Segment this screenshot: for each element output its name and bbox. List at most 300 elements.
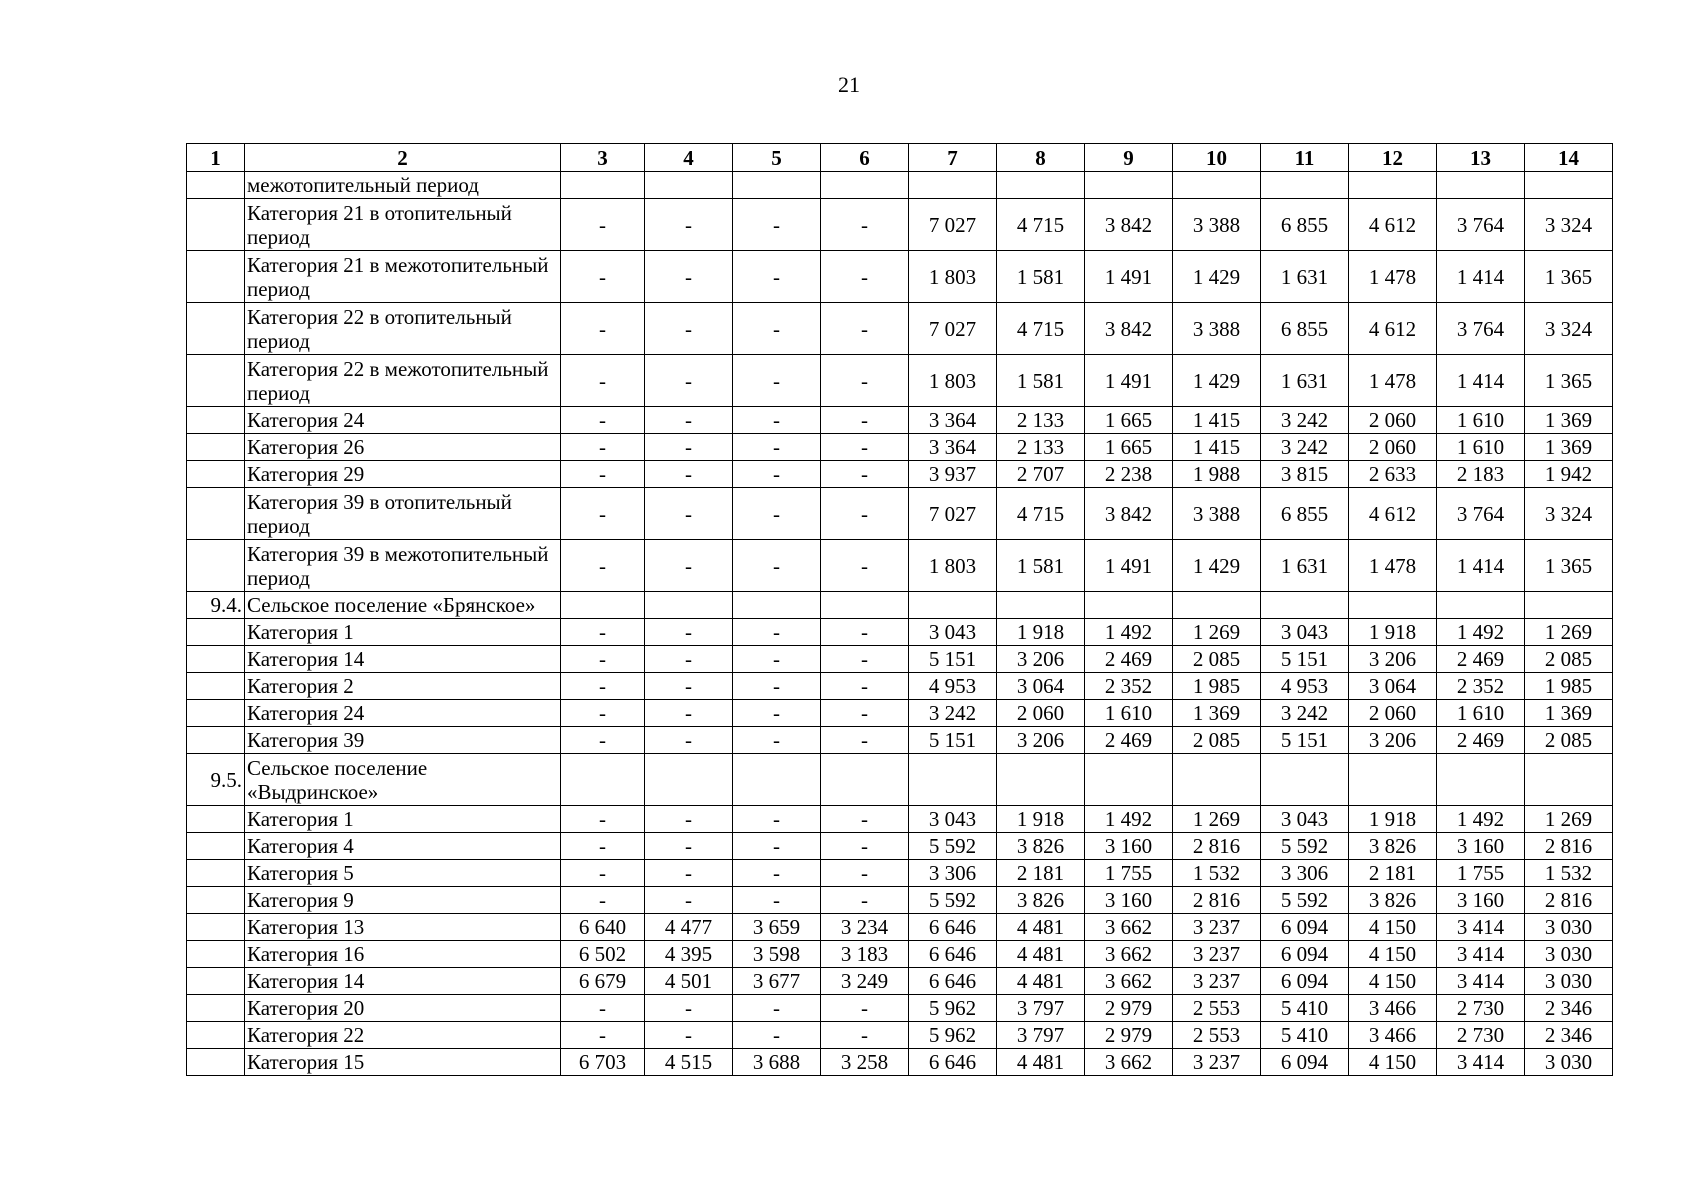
column-header: 8 (997, 144, 1085, 172)
value-cell: 3 242 (909, 700, 997, 727)
value-cell: 7 027 (909, 488, 997, 540)
value-cell: 1 369 (1525, 434, 1613, 461)
row-number (187, 251, 245, 303)
row-number (187, 941, 245, 968)
value-cell: - (821, 833, 909, 860)
value-cell: - (733, 806, 821, 833)
value-cell: 2 183 (1437, 461, 1525, 488)
value-cell: - (821, 673, 909, 700)
row-number (187, 995, 245, 1022)
row-number (187, 673, 245, 700)
value-cell: - (821, 860, 909, 887)
value-cell (997, 592, 1085, 619)
value-cell: 1 942 (1525, 461, 1613, 488)
value-cell: 1 631 (1261, 355, 1349, 407)
table-row (187, 434, 1613, 461)
value-cell: 4 481 (997, 914, 1085, 941)
value-cell: 1 985 (1173, 673, 1261, 700)
row-name: Категория 21 в межотопительный период (245, 251, 561, 303)
row-name: Сельское поселение «Брянское» (245, 592, 561, 619)
value-cell (821, 754, 909, 806)
value-cell: 2 469 (1437, 646, 1525, 673)
value-cell: - (821, 887, 909, 914)
value-cell: - (645, 407, 733, 434)
value-cell: 3 242 (1261, 407, 1349, 434)
value-cell: 5 962 (909, 995, 997, 1022)
table-row (187, 995, 1613, 1022)
value-cell: 3 242 (1261, 434, 1349, 461)
table-row (187, 754, 1613, 806)
value-cell: 6 703 (561, 1049, 645, 1076)
value-cell: 3 414 (1437, 968, 1525, 995)
value-cell: 1 491 (1085, 355, 1173, 407)
value-cell: 1 755 (1437, 860, 1525, 887)
value-cell (733, 172, 821, 199)
value-cell: - (561, 251, 645, 303)
value-cell: 6 094 (1261, 941, 1349, 968)
value-cell (909, 754, 997, 806)
table-row (187, 673, 1613, 700)
value-cell: 2 707 (997, 461, 1085, 488)
value-cell: 4 501 (645, 968, 733, 995)
value-cell: - (733, 199, 821, 251)
value-cell: 3 659 (733, 914, 821, 941)
column-header: 1 (187, 144, 245, 172)
value-cell: - (645, 488, 733, 540)
value-cell: 4 715 (997, 199, 1085, 251)
row-number (187, 461, 245, 488)
value-cell: 2 816 (1173, 887, 1261, 914)
table-row (187, 303, 1613, 355)
table-row (187, 461, 1613, 488)
value-cell: 5 592 (909, 887, 997, 914)
row-name: Категория 39 в отопительный период (245, 488, 561, 540)
row-number (187, 727, 245, 754)
value-cell: 1 665 (1085, 434, 1173, 461)
value-cell: 3 324 (1525, 303, 1613, 355)
value-cell: 5 151 (1261, 646, 1349, 673)
column-header: 2 (245, 144, 561, 172)
table-row (187, 199, 1613, 251)
value-cell: 1 414 (1437, 251, 1525, 303)
value-cell: - (561, 355, 645, 407)
value-cell: - (733, 995, 821, 1022)
value-cell: 2 238 (1085, 461, 1173, 488)
value-cell: - (645, 434, 733, 461)
value-cell (1085, 172, 1173, 199)
value-cell: - (733, 700, 821, 727)
row-number (187, 355, 245, 407)
value-cell: - (733, 461, 821, 488)
value-cell: - (645, 887, 733, 914)
column-header: 14 (1525, 144, 1613, 172)
value-cell: 1 532 (1173, 860, 1261, 887)
column-header: 7 (909, 144, 997, 172)
value-cell: - (561, 673, 645, 700)
value-cell: 4 477 (645, 914, 733, 941)
value-cell: 5 410 (1261, 1022, 1349, 1049)
value-cell: - (821, 700, 909, 727)
value-cell: 1 492 (1437, 619, 1525, 646)
value-cell: 4 612 (1349, 488, 1437, 540)
value-cell: 3 797 (997, 1022, 1085, 1049)
column-header: 3 (561, 144, 645, 172)
table-row (187, 914, 1613, 941)
value-cell: 3 043 (1261, 619, 1349, 646)
value-cell: 2 469 (1085, 646, 1173, 673)
value-cell: 3 388 (1173, 488, 1261, 540)
value-cell: - (645, 833, 733, 860)
row-number (187, 303, 245, 355)
value-cell: 7 027 (909, 303, 997, 355)
column-header: 12 (1349, 144, 1437, 172)
value-cell: - (733, 303, 821, 355)
value-cell: 3 234 (821, 914, 909, 941)
value-cell: 3 662 (1085, 1049, 1173, 1076)
value-cell (1437, 592, 1525, 619)
row-number (187, 887, 245, 914)
row-number (187, 199, 245, 251)
value-cell: 2 133 (997, 407, 1085, 434)
value-cell: - (821, 251, 909, 303)
value-cell: 1 478 (1349, 540, 1437, 592)
row-name: Сельское поселение «Выдринское» (245, 754, 561, 806)
value-cell: 1 631 (1261, 540, 1349, 592)
row-number (187, 619, 245, 646)
value-cell: 1 269 (1173, 619, 1261, 646)
value-cell: 3 662 (1085, 968, 1173, 995)
value-cell: 3 815 (1261, 461, 1349, 488)
value-cell (645, 754, 733, 806)
table-row (187, 727, 1613, 754)
value-cell: - (733, 860, 821, 887)
value-cell: - (733, 434, 821, 461)
value-cell: 2 469 (1085, 727, 1173, 754)
value-cell: 3 414 (1437, 941, 1525, 968)
value-cell: - (561, 199, 645, 251)
value-cell: 4 515 (645, 1049, 733, 1076)
value-cell: 2 060 (1349, 434, 1437, 461)
column-header: 4 (645, 144, 733, 172)
value-cell: 1 581 (997, 540, 1085, 592)
table-row (187, 172, 1613, 199)
value-cell (1525, 592, 1613, 619)
value-cell: 4 953 (1261, 673, 1349, 700)
value-cell: 1 610 (1437, 407, 1525, 434)
value-cell: - (561, 619, 645, 646)
value-cell: 1 429 (1173, 251, 1261, 303)
value-cell: 1 414 (1437, 355, 1525, 407)
row-name: Категория 14 (245, 968, 561, 995)
value-cell: 4 715 (997, 303, 1085, 355)
table-row (187, 540, 1613, 592)
value-cell: - (733, 355, 821, 407)
value-cell (909, 592, 997, 619)
value-cell: - (733, 251, 821, 303)
value-cell: 3 249 (821, 968, 909, 995)
value-cell: - (821, 619, 909, 646)
value-cell: 6 094 (1261, 968, 1349, 995)
value-cell: 1 581 (997, 251, 1085, 303)
value-cell: 5 151 (909, 646, 997, 673)
table-row (187, 1022, 1613, 1049)
value-cell: 3 414 (1437, 1049, 1525, 1076)
value-cell: 5 592 (909, 833, 997, 860)
table-row (187, 619, 1613, 646)
value-cell: 4 481 (997, 941, 1085, 968)
value-cell: 2 633 (1349, 461, 1437, 488)
value-cell: 2 085 (1173, 727, 1261, 754)
table-row (187, 646, 1613, 673)
value-cell: - (561, 860, 645, 887)
value-cell: 2 730 (1437, 1022, 1525, 1049)
value-cell: 5 151 (1261, 727, 1349, 754)
row-number (187, 806, 245, 833)
value-cell: 2 181 (997, 860, 1085, 887)
value-cell: - (821, 540, 909, 592)
value-cell: 4 150 (1349, 941, 1437, 968)
value-cell: 1 803 (909, 355, 997, 407)
row-name: Категория 22 в межотопительный период (245, 355, 561, 407)
value-cell: 1 429 (1173, 540, 1261, 592)
value-cell: 1 492 (1085, 806, 1173, 833)
value-cell: - (645, 355, 733, 407)
value-cell: - (821, 407, 909, 434)
page-number: 21 (838, 72, 860, 97)
value-cell: 2 085 (1525, 646, 1613, 673)
value-cell: - (645, 806, 733, 833)
value-cell: 2 346 (1525, 1022, 1613, 1049)
table-row (187, 355, 1613, 407)
value-cell: 1 365 (1525, 540, 1613, 592)
value-cell (645, 592, 733, 619)
value-cell: - (561, 488, 645, 540)
value-cell (561, 172, 645, 199)
row-name: Категория 5 (245, 860, 561, 887)
table-row (187, 251, 1613, 303)
column-header: 6 (821, 144, 909, 172)
value-cell: 1 369 (1173, 700, 1261, 727)
value-cell: 2 553 (1173, 1022, 1261, 1049)
value-cell: 1 365 (1525, 355, 1613, 407)
value-cell: 4 150 (1349, 1049, 1437, 1076)
value-cell: 1 610 (1437, 434, 1525, 461)
row-name: Категория 22 в отопительный период (245, 303, 561, 355)
table-row (187, 1049, 1613, 1076)
row-number: 9.4. (187, 592, 245, 619)
value-cell (1349, 592, 1437, 619)
table-row (187, 700, 1613, 727)
value-cell: 1 918 (1349, 806, 1437, 833)
column-header: 10 (1173, 144, 1261, 172)
row-name: Категория 1 (245, 806, 561, 833)
value-cell: 2 352 (1437, 673, 1525, 700)
table-row (187, 941, 1613, 968)
value-cell: 3 030 (1525, 941, 1613, 968)
value-cell: 5 962 (909, 1022, 997, 1049)
value-cell (1173, 172, 1261, 199)
value-cell: 6 646 (909, 968, 997, 995)
value-cell: - (821, 646, 909, 673)
value-cell: 1 415 (1173, 407, 1261, 434)
value-cell: 3 206 (997, 646, 1085, 673)
row-number (187, 407, 245, 434)
value-cell: - (821, 434, 909, 461)
row-name: Категория 16 (245, 941, 561, 968)
value-cell: 2 346 (1525, 995, 1613, 1022)
table-row (187, 860, 1613, 887)
value-cell: - (561, 727, 645, 754)
value-cell: 3 937 (909, 461, 997, 488)
row-number (187, 1022, 245, 1049)
value-cell: 3 064 (1349, 673, 1437, 700)
value-cell (1349, 754, 1437, 806)
value-cell: 1 610 (1437, 700, 1525, 727)
row-number (187, 833, 245, 860)
value-cell: - (821, 488, 909, 540)
value-cell: - (645, 251, 733, 303)
value-cell: 3 064 (997, 673, 1085, 700)
value-cell: 3 206 (1349, 727, 1437, 754)
value-cell: - (561, 461, 645, 488)
value-cell: 1 491 (1085, 251, 1173, 303)
value-cell: 6 855 (1261, 199, 1349, 251)
value-cell: - (821, 995, 909, 1022)
value-cell: 2 085 (1173, 646, 1261, 673)
value-cell: 3 826 (997, 887, 1085, 914)
row-name: межотопительный период (245, 172, 561, 199)
value-cell: 1 918 (997, 806, 1085, 833)
value-cell: - (821, 1022, 909, 1049)
value-cell: 1 581 (997, 355, 1085, 407)
value-cell: - (645, 646, 733, 673)
value-cell: 2 979 (1085, 995, 1173, 1022)
value-cell: 1 491 (1085, 540, 1173, 592)
value-cell: 3 237 (1173, 914, 1261, 941)
value-cell (1525, 754, 1613, 806)
row-name: Категория 24 (245, 700, 561, 727)
table-body (187, 172, 1613, 1076)
value-cell: - (733, 540, 821, 592)
value-cell (645, 172, 733, 199)
row-name: Категория 39 в межотопительный период (245, 540, 561, 592)
value-cell: - (821, 806, 909, 833)
value-cell: - (561, 434, 645, 461)
value-cell: 3 160 (1085, 833, 1173, 860)
value-cell: 1 918 (1349, 619, 1437, 646)
value-cell: - (561, 1022, 645, 1049)
value-cell: 2 085 (1525, 727, 1613, 754)
value-cell: - (821, 461, 909, 488)
value-cell: 3 764 (1437, 303, 1525, 355)
value-cell: 1 269 (1173, 806, 1261, 833)
value-cell: 3 306 (909, 860, 997, 887)
value-cell: 1 803 (909, 251, 997, 303)
tariff-table (186, 143, 1613, 1076)
value-cell: - (561, 540, 645, 592)
value-cell: 1 755 (1085, 860, 1173, 887)
table-row (187, 592, 1613, 619)
value-cell: 4 395 (645, 941, 733, 968)
value-cell (1173, 592, 1261, 619)
value-cell: 2 060 (1349, 407, 1437, 434)
value-cell: 3 364 (909, 407, 997, 434)
row-name: Категория 39 (245, 727, 561, 754)
column-header: 13 (1437, 144, 1525, 172)
value-cell: 1 492 (1437, 806, 1525, 833)
row-name: Категория 29 (245, 461, 561, 488)
value-cell: 6 502 (561, 941, 645, 968)
row-name: Категория 20 (245, 995, 561, 1022)
value-cell: - (561, 646, 645, 673)
table-row (187, 968, 1613, 995)
value-cell: 6 094 (1261, 914, 1349, 941)
value-cell: 1 610 (1085, 700, 1173, 727)
row-name: Категория 15 (245, 1049, 561, 1076)
header-row (187, 144, 1613, 172)
value-cell: 4 150 (1349, 968, 1437, 995)
value-cell: 5 592 (1261, 833, 1349, 860)
value-cell: 2 816 (1525, 833, 1613, 860)
value-cell: 2 730 (1437, 995, 1525, 1022)
value-cell: 2 816 (1525, 887, 1613, 914)
table-row (187, 833, 1613, 860)
value-cell: 3 388 (1173, 199, 1261, 251)
value-cell: - (645, 673, 733, 700)
table-header (187, 144, 1613, 172)
row-name: Категория 13 (245, 914, 561, 941)
value-cell: 6 646 (909, 1049, 997, 1076)
value-cell: - (821, 355, 909, 407)
value-cell: 1 415 (1173, 434, 1261, 461)
value-cell: 3 842 (1085, 199, 1173, 251)
value-cell: 3 688 (733, 1049, 821, 1076)
value-cell: - (645, 540, 733, 592)
value-cell (1085, 754, 1173, 806)
value-cell: 1 492 (1085, 619, 1173, 646)
value-cell: 3 043 (909, 806, 997, 833)
value-cell: - (645, 727, 733, 754)
value-cell: 3 237 (1173, 1049, 1261, 1076)
row-number (187, 488, 245, 540)
value-cell: - (733, 727, 821, 754)
value-cell: 3 030 (1525, 968, 1613, 995)
value-cell: 1 918 (997, 619, 1085, 646)
table-row (187, 488, 1613, 540)
value-cell (1349, 172, 1437, 199)
value-cell: - (733, 619, 821, 646)
value-cell: - (645, 995, 733, 1022)
value-cell: 4 612 (1349, 199, 1437, 251)
row-name: Категория 1 (245, 619, 561, 646)
value-cell: 1 532 (1525, 860, 1613, 887)
value-cell: 5 592 (1261, 887, 1349, 914)
value-cell: 3 258 (821, 1049, 909, 1076)
column-header: 9 (1085, 144, 1173, 172)
row-number (187, 860, 245, 887)
value-cell: 1 665 (1085, 407, 1173, 434)
value-cell: 6 855 (1261, 488, 1349, 540)
value-cell: - (561, 700, 645, 727)
value-cell: 3 842 (1085, 488, 1173, 540)
value-cell: - (733, 488, 821, 540)
value-cell: 4 715 (997, 488, 1085, 540)
value-cell (997, 754, 1085, 806)
row-number (187, 968, 245, 995)
value-cell: - (561, 887, 645, 914)
value-cell: 6 855 (1261, 303, 1349, 355)
value-cell: 3 598 (733, 941, 821, 968)
